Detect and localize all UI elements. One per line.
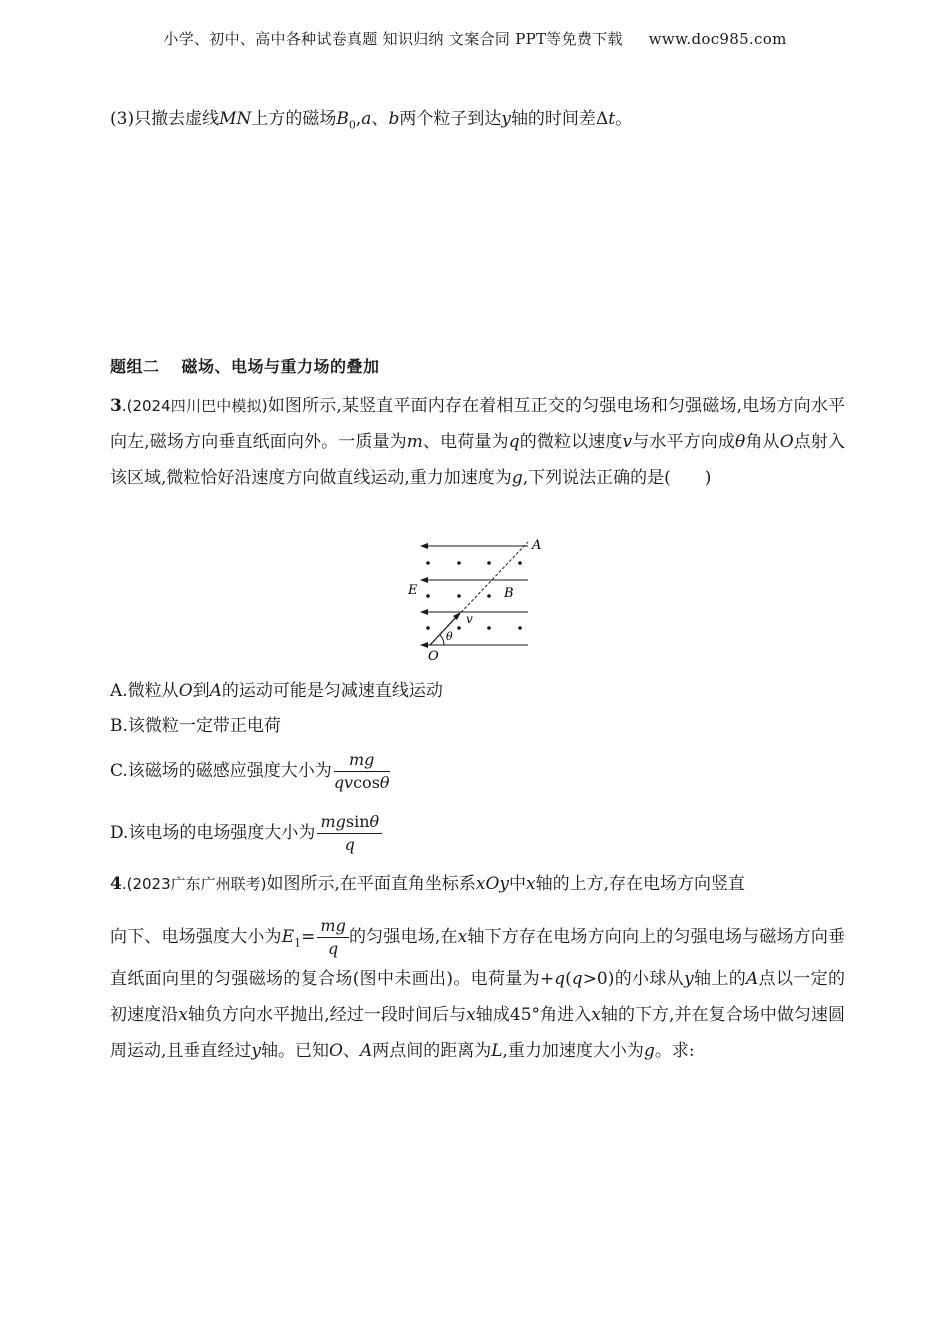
problem-3-stem: 3.(2024四川巴中模拟)如图所示,某竖直平面内存在着相互正交的匀强电场和匀强磁场,电场方向水平向左,磁场方向垂直纸面向外。一质量为m、电荷量为q的微粒以速度v与水平方向成θ角从O点射入该区域,微粒恰好沿速度方向做直线运动,重力加速度为g,下列说法正确的是( ) (110, 396, 846, 488)
velocity-arrow (430, 615, 458, 645)
arrowhead-2 (420, 577, 428, 583)
page-header (0, 28, 950, 49)
label-B: B (504, 586, 514, 601)
arrowhead-3 (420, 609, 428, 615)
label-O: O (428, 649, 439, 664)
section-heading (110, 354, 380, 377)
question-3-part-3: (3)只撤去虚线MN上方的磁场$B_0,a$、b两个粒子到达y轴的时间差Δt。 (110, 109, 633, 132)
header-site-link[interactable]: www.doc985.com (648, 30, 787, 48)
label-A: A (532, 538, 542, 553)
option-d[interactable]: D.该电场的电场强度大小为 $\frac{mgsin\theta}{q}$ (110, 812, 382, 855)
fraction-e1: $\frac{mg}{q}$ (317, 916, 348, 959)
option-c[interactable]: C.该磁场的磁感应强度大小为 $\frac{mg}{qvcos\theta}$ (110, 750, 390, 792)
label-E: E (408, 583, 418, 598)
label-theta: θ (446, 630, 453, 643)
problem-4-stem: 4.(2023广东广州联考)如图所示,在平面直角坐标系xOy中x轴的上方,存在电场方向竖直 向下、电场强度大小为$E_1=$ $\frac{mg}{q}$ 的匀强电场,在x轴下方存在电场方向向上的匀强电场与磁场方向垂直纸面向里的匀强磁场的复合场(图中未画出)。电荷量为+q(q>0)的小球从y轴上的A点以一定的初速度沿x轴负方向水平抛出,经过一段时间后与x轴成45°角进入x轴的下方,并在复合场中做匀速圆周运动,且垂直经过y轴。已知O、A两点间的距离为L,重力加速度大小为g。求: (110, 874, 846, 1062)
angle-arc (440, 635, 444, 645)
arrowhead-4 (420, 642, 428, 648)
section-label: 题组二 (110, 357, 160, 376)
fraction-d: $\frac{mgsin\theta}{q}$ (317, 812, 382, 855)
arrowhead-1 (420, 543, 428, 549)
field-diagram (400, 534, 560, 664)
option-b[interactable]: B.该微粒一定带正电荷 (110, 716, 281, 736)
header-text: 小学、初中、高中各种试卷真题 知识归纳 文案合同 PPT等免费下载 (163, 30, 623, 48)
fraction-c: $\frac{mg}{qvcos\theta}$ (333, 750, 390, 792)
option-a[interactable]: A.微粒从O到A的运动可能是匀减速直线运动 (110, 681, 443, 701)
section-title: 磁场、电场与重力场的叠加 (181, 357, 380, 376)
label-v: v (466, 612, 473, 626)
